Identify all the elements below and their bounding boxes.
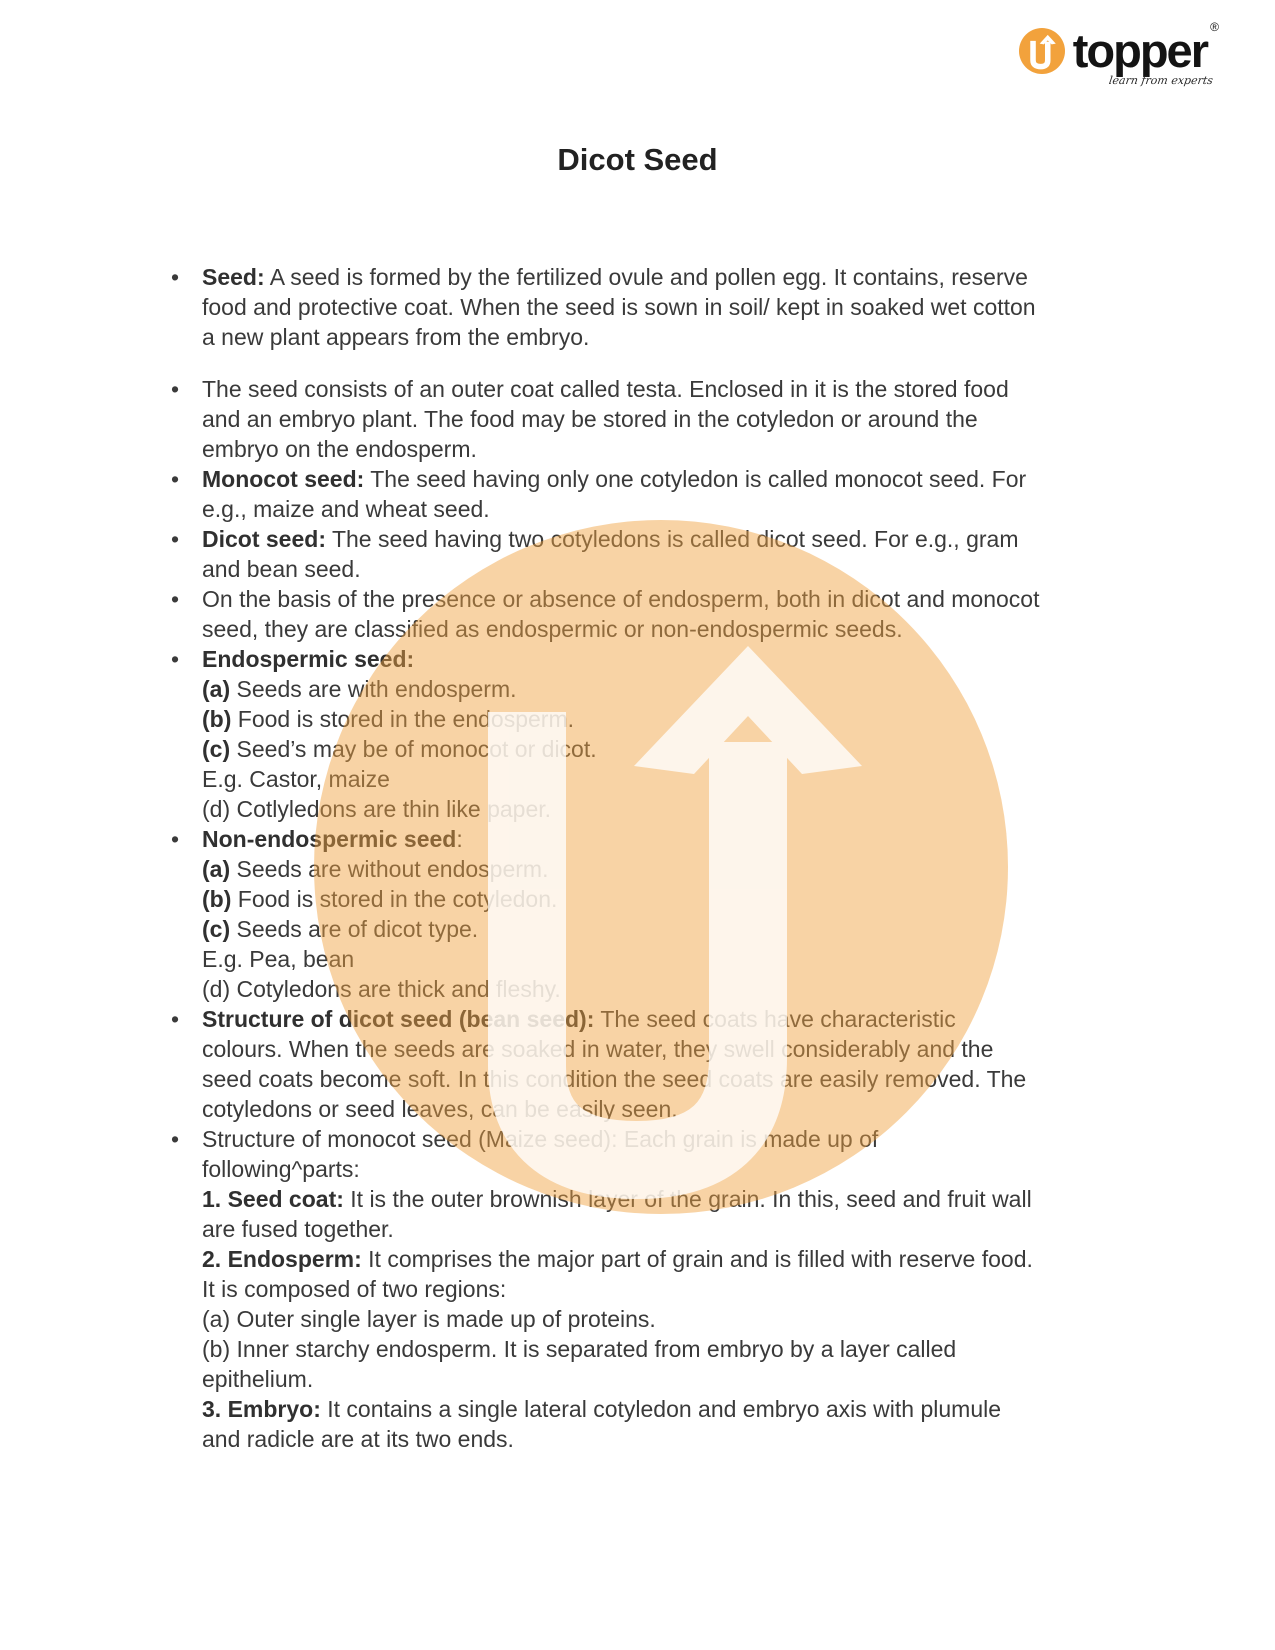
brand-logo xyxy=(1019,20,1219,87)
text-run: It comprises the major part of grain and is filled with reserve food. xyxy=(361,1246,1033,1272)
text-run: epithelium. xyxy=(202,1366,314,1392)
text-run: The seed having two cotyledons is called dicot seed. For e.g., gram xyxy=(325,526,1019,552)
bullet-marker: • xyxy=(171,526,180,552)
text-run: embryo on the endosperm. xyxy=(202,436,477,462)
text-run: (d) Cotlyledons are thin like paper. xyxy=(202,796,552,822)
text-run: and bean seed. xyxy=(202,556,361,582)
text-run: (a) xyxy=(202,676,231,702)
text-run: The seed coats have characteristic xyxy=(594,1006,956,1032)
text-run: E.g. Pea, bean xyxy=(202,946,355,972)
text-run: (a) Outer single layer is made up of proteins. xyxy=(202,1306,656,1332)
text-run: and an embryo plant. The food may be stored in the cotyledon or around the xyxy=(202,406,978,432)
text-run: colours. When the seeds are soaked in water, they swell considerably and the xyxy=(202,1036,994,1062)
list-item xyxy=(171,584,1147,644)
text-run: seed, they are classified as endospermic or non-endospermic seeds. xyxy=(202,616,903,642)
text-run: Monocot seed: xyxy=(202,466,365,492)
text-run: 2. Endosperm: xyxy=(202,1246,362,1272)
bullet-marker: • xyxy=(171,646,180,672)
text-run: (a) xyxy=(202,856,231,882)
text-run: (d) Cotyledons are thick and fleshy. xyxy=(202,976,561,1002)
brand-tagline: learn from experts xyxy=(1108,74,1214,87)
text-run: : xyxy=(456,826,463,852)
text-run: Food is stored in the cotyledon. xyxy=(231,886,558,912)
text-run: Dicot seed: xyxy=(202,526,326,552)
text-run: e.g., maize and wheat seed. xyxy=(202,496,490,522)
bullet-marker: • xyxy=(171,264,180,290)
list-item xyxy=(171,824,1147,1004)
bullet-marker: • xyxy=(171,466,180,492)
bullet-marker: • xyxy=(171,1006,180,1032)
text-run: (b) Inner starchy endosperm. It is separated from embryo by a layer called xyxy=(202,1336,957,1362)
text-run: 3. Embryo: xyxy=(202,1396,321,1422)
text-run: Structure of dicot seed (bean seed): xyxy=(202,1006,595,1032)
list-item xyxy=(171,1004,1147,1124)
list-item xyxy=(171,524,1147,584)
registered-mark: ® xyxy=(1210,20,1219,34)
text-run: are fused together. xyxy=(202,1216,394,1242)
brand-name: topper xyxy=(1072,24,1207,77)
page-title: Dicot Seed xyxy=(557,142,718,177)
text-run: E.g. Castor, maize xyxy=(202,766,390,792)
text-run: Endospermic seed: xyxy=(202,646,415,672)
text-run: Seeds are of dicot type. xyxy=(230,916,479,942)
text-run: Non-endospermic seed xyxy=(202,826,457,852)
text-run: A seed is formed by the fertilized ovule and pollen egg. It contains, reserve xyxy=(264,264,1028,290)
text-run: Structure of monocot seed (Maize seed): Each grain is made up of xyxy=(202,1126,879,1152)
text-run: (b) xyxy=(202,886,232,912)
text-run: Seed’s may be of monocot or dicot. xyxy=(230,736,597,762)
text-run: The seed having only one cotyledon is called monocot seed. For xyxy=(364,466,1027,492)
text-run: cotyledons or seed leaves, can be easily seen. xyxy=(202,1096,678,1122)
list-item xyxy=(171,262,1147,352)
u-arrow-icon xyxy=(1019,28,1065,74)
text-run: It is composed of two regions: xyxy=(202,1276,507,1302)
bullet-marker: • xyxy=(171,826,180,852)
list-item xyxy=(171,464,1147,524)
text-run: Seed: xyxy=(202,264,265,290)
text-run: Food is stored in the endosperm. xyxy=(231,706,575,732)
bullet-marker: • xyxy=(171,376,180,402)
text-run: Seeds are without endosperm. xyxy=(230,856,549,882)
text-run: (c) xyxy=(202,916,231,942)
bullet-marker: • xyxy=(171,1126,180,1152)
list-item xyxy=(171,644,1147,824)
text-run: and radicle are at its two ends. xyxy=(202,1426,514,1452)
text-run: following^parts: xyxy=(202,1156,360,1182)
text-run: food and protective coat. When the seed is sown in soil/ kept in soaked wet cotton xyxy=(202,294,1036,320)
text-run: a new plant appears from the embryo. xyxy=(202,324,590,350)
list-item xyxy=(171,1124,1147,1454)
text-run: Seeds are with endosperm. xyxy=(230,676,517,702)
text-run: The seed consists of an outer coat called testa. Enclosed in it is the stored food xyxy=(202,376,1009,402)
list-item xyxy=(171,374,1147,464)
text-run: On the basis of the presence or absence of endosperm, both in dicot and monocot xyxy=(202,586,1040,612)
bullet-marker: • xyxy=(171,586,180,612)
brand-wordmark xyxy=(1072,20,1219,87)
text-run: It contains a single lateral cotyledon and embryo axis with plumule xyxy=(320,1396,1002,1422)
text-run: It is the outer brownish layer of the grain. In this, seed and fruit wall xyxy=(343,1186,1032,1212)
text-run: seed coats become soft. In this condition the seed coats are easily removed. The xyxy=(202,1066,1027,1092)
text-run: (c) xyxy=(202,736,231,762)
text-run: 1. Seed coat: xyxy=(202,1186,344,1212)
text-run: (b) xyxy=(202,706,232,732)
bullet-list xyxy=(171,262,1147,1454)
